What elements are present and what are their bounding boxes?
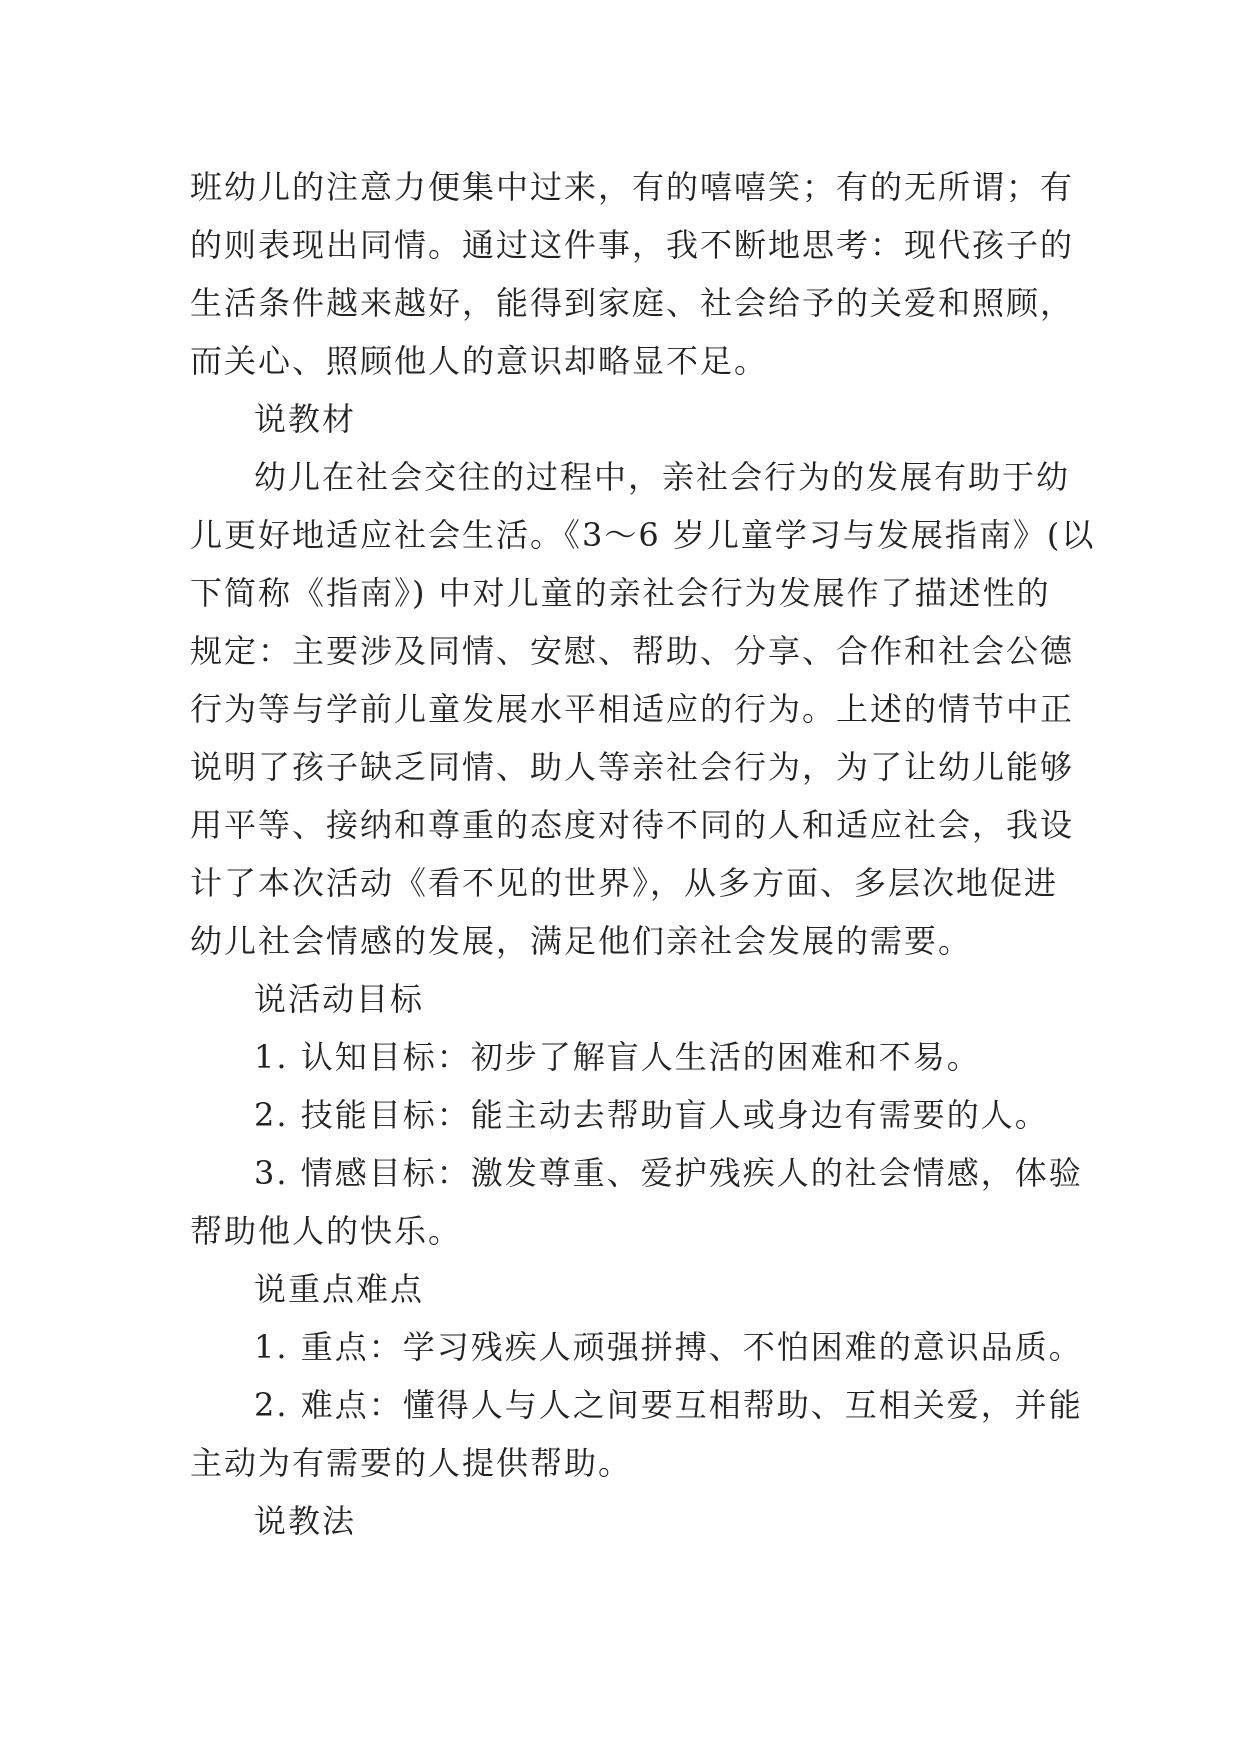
text-line: 主动为有需要的人提供帮助。 [190,1444,633,1482]
text-line: 生活条件越来越好，能得到家庭、社会给予的关爱和照顾， [190,284,1075,322]
text-line: 幼儿社会情感的发展，满足他们亲社会发展的需要。 [190,922,973,960]
text-line: 幼儿在社会交往的过程中，亲社会行为的发展有助于幼 [254,458,1071,496]
list-item: 1. 重点：学习残疾人顽强拼搏、不怕困难的意识品质。 [254,1328,1083,1366]
section-heading: 说教材 [254,400,357,438]
text-line: 帮助他人的快乐。 [190,1212,463,1250]
list-item: 2. 技能目标：能主动去帮助盲人或身边有需要的人。 [254,1096,1049,1134]
text-line: 班幼儿的注意力便集中过来，有的嘻嘻笑；有的无所谓；有 [190,168,1075,206]
list-item: 3. 情感目标：激发尊重、爱护残疾人的社会情感，体验 [254,1154,1083,1192]
body-text [190,158,1096,1550]
text-line: 行为等与学前儿童发展水平相适应的行为。上述的情节中正 [190,690,1075,728]
section-heading: 说教法 [254,1502,357,1540]
text-line: 儿更好地适应社会生活。《3～6 岁儿童学习与发展指南》(以 [190,516,1096,554]
text-line: 而关心、照顾他人的意识却略显不足。 [190,342,769,380]
text-line: 规定：主要涉及同情、安慰、帮助、分享、合作和社会公德 [190,632,1075,670]
section-heading: 说重点难点 [254,1270,425,1308]
text-line: 下简称《指南》) 中对儿童的亲社会行为发展作了描述性的 [190,574,1051,612]
list-item: 1. 认知目标：初步了解盲人生活的困难和不易。 [254,1038,981,1076]
list-item: 2. 难点：懂得人与人之间要互相帮助、互相关爱，并能 [254,1386,1083,1424]
text-line: 的则表现出同情。通过这件事，我不断地思考：现代孩子的 [190,226,1075,264]
section-heading: 说活动目标 [254,980,425,1018]
text-line: 用平等、接纳和尊重的态度对待不同的人和适应社会，我设 [190,806,1075,844]
text-line: 计了本次活动《看不见的世界》，从多方面、多层次地促进 [190,864,1059,902]
text-line: 说明了孩子缺乏同情、助人等亲社会行为，为了让幼儿能够 [190,748,1075,786]
